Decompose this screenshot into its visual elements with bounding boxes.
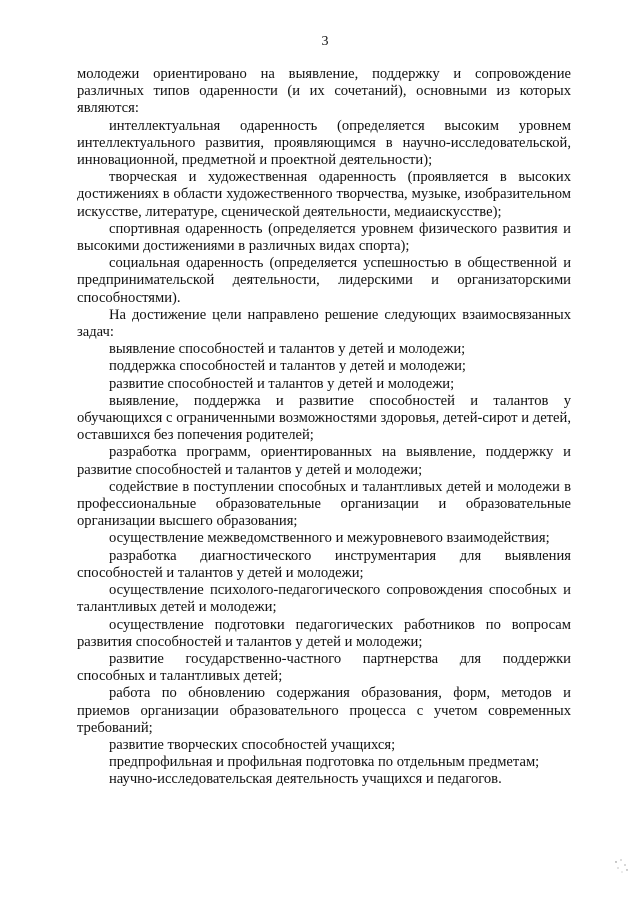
document-body xyxy=(77,66,571,789)
list-item: разработка диагностического инструментария для выявления способностей и талантов у детей и молодежи; xyxy=(77,547,571,581)
list-item: выявление способностей и талантов у детей и молодежи; xyxy=(109,341,466,358)
page-number: 3 xyxy=(321,34,329,49)
list-item: развитие способностей и талантов у детей и молодежи; xyxy=(109,375,455,392)
list-item: развитие государственно-частного партнерства для поддержки способных и талантливых детей; xyxy=(77,650,571,685)
list-item: научно-исследовательская деятельность учащихся и педагогов. xyxy=(109,771,502,788)
list-item: поддержка способностей и талантов у детей и молодежи; xyxy=(109,358,466,375)
list-item: осуществление психолого-педагогического сопровождения способных и талантливых детей и молодежи; xyxy=(77,582,571,616)
scan-specks-decoration xyxy=(612,857,632,877)
list-item: осуществление межведомственного и межуровневого взаимодействия; xyxy=(109,530,550,547)
list-item: предпрофильная и профильная подготовка по отдельным предметам; xyxy=(109,754,540,771)
paragraph: интеллектуальная одаренность (определяется высоким уровнем интеллектуального развития, проявляющимся в научно-исследовательской, инновационной, предметной и проектной деятельности); xyxy=(77,117,571,169)
list-item: разработка программ, ориентированных на выявление, поддержку и развитие способностей и талантов у детей и молодежи; xyxy=(77,444,571,478)
list-item: выявление, поддержка и развитие способностей и талантов у обучающихся с ограниченными возможностями здоровья, детей-сирот и детей, оставшихся без попечения родителей; xyxy=(77,392,571,444)
paragraph: социальная одаренность (определяется успешностью в общественной и предпринимательской деятельности, лидерскими и организаторскими способностями). xyxy=(77,255,571,306)
paragraph: На достижение цели направлено решение следующих взаимосвязанных задач: xyxy=(77,306,571,341)
paragraph: спортивная одаренность (определяется уровнем физического развития и высокими достижениями в различных видах спорта); xyxy=(77,220,571,255)
paragraph: молодежи ориентировано на выявление, поддержку и сопровождение различных типов одаренности (и их сочетаний), основными из которых являются: xyxy=(77,66,571,117)
list-item: развитие творческих способностей учащихся; xyxy=(109,736,396,753)
list-item: осуществление подготовки педагогических работников по вопросам развития способностей и талантов у детей и молодежи; xyxy=(77,616,571,650)
paragraph: творческая и художественная одаренность (проявляется в высоких достижениях в области художественного творчества, музыке, изобразительном искусстве, литературе, сценической деятельности, медиаискусстве); xyxy=(77,169,571,220)
list-item: содействие в поступлении способных и талантливых детей и молодежи в профессиональные образовательные организации и образовательные организации высшего образования; xyxy=(77,478,571,530)
list-item: работа по обновлению содержания образования, форм, методов и приемов организации образовательного процесса с учетом современных требований; xyxy=(77,685,571,736)
